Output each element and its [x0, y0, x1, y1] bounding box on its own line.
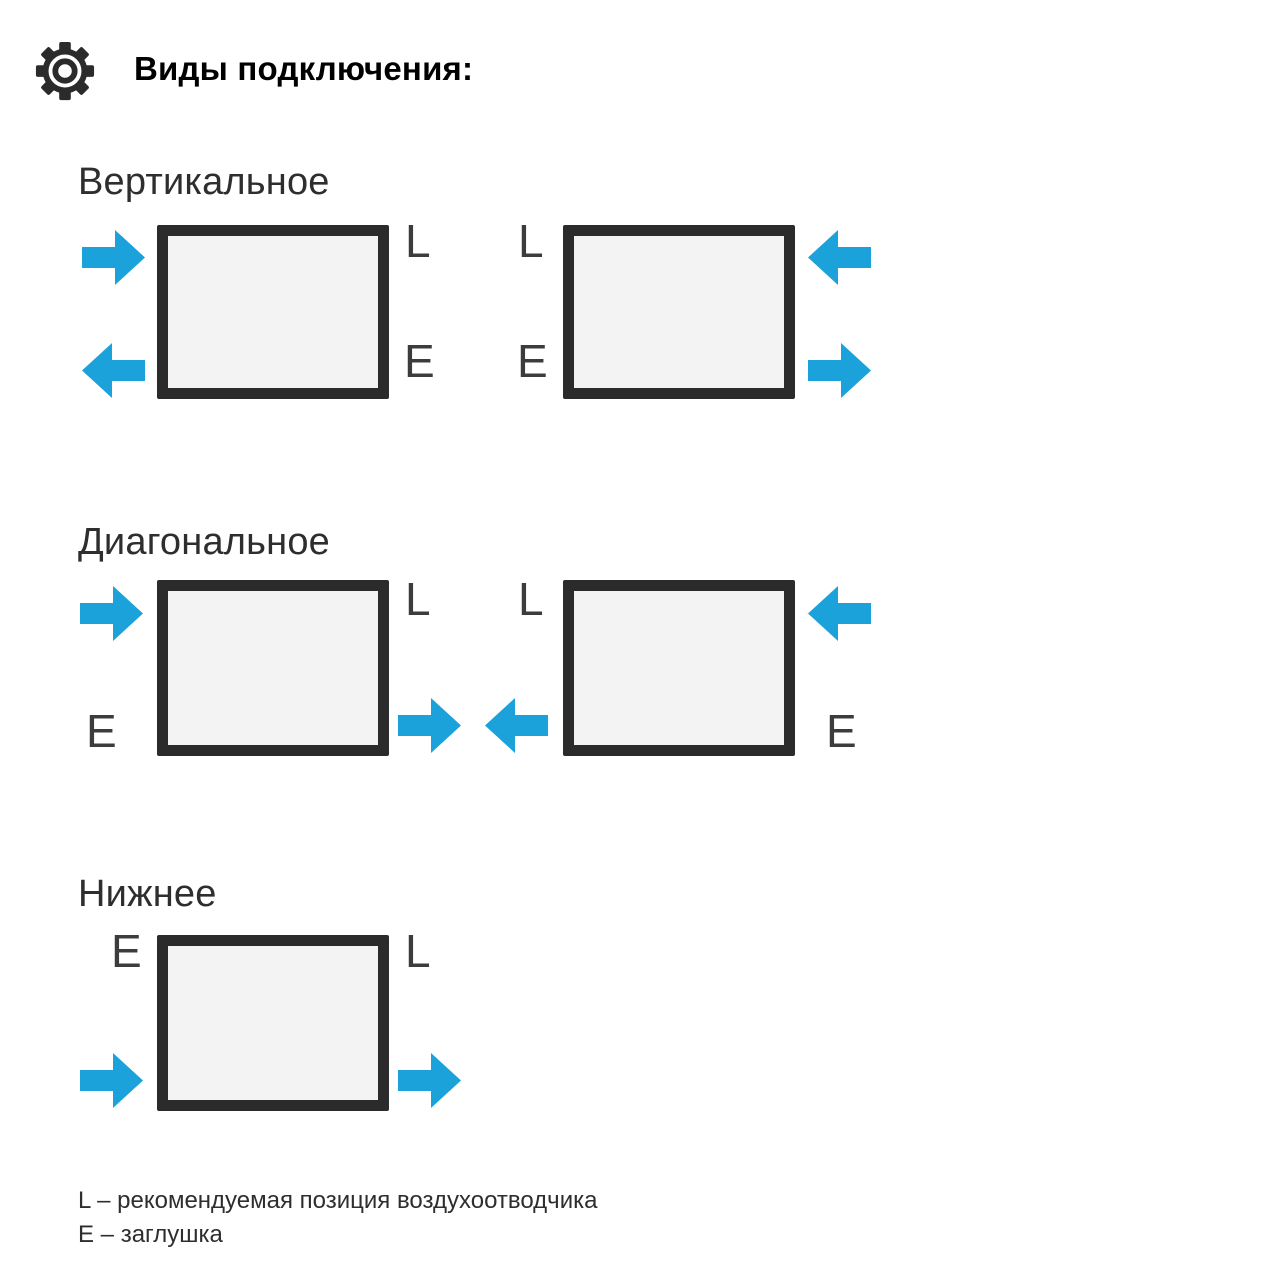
flow-arrow-right-icon — [82, 230, 145, 285]
flow-arrow-right-icon — [80, 586, 143, 641]
radiator-box — [157, 935, 389, 1111]
flow-arrow-left-icon — [808, 586, 871, 641]
port-label-l: L — [405, 925, 431, 977]
legend-line-l: L – рекомендуемая позиция воздухоотводчика — [78, 1187, 598, 1214]
port-label-l: L — [518, 573, 544, 625]
section-title-diagonal: Диагональное — [78, 521, 330, 563]
legend — [78, 1184, 597, 1252]
radiator-box — [157, 580, 389, 756]
port-label-e: E — [86, 705, 117, 757]
flow-arrow-left-icon — [808, 230, 871, 285]
port-label-e: E — [826, 705, 857, 757]
page-title: Виды подключения: — [134, 50, 474, 87]
port-label-e: E — [517, 335, 548, 387]
flow-arrow-right-icon — [398, 698, 461, 753]
flow-arrow-right-icon — [808, 343, 871, 398]
port-label-e: E — [111, 925, 142, 977]
port-label-e: E — [404, 335, 435, 387]
port-label-l: L — [405, 573, 431, 625]
legend-line-e: E – заглушка — [78, 1221, 223, 1248]
gear-icon — [34, 40, 96, 102]
radiator-box — [563, 225, 795, 399]
section-title-bottom: Нижнее — [78, 873, 217, 915]
flow-arrow-right-icon — [80, 1053, 143, 1108]
radiator-box — [563, 580, 795, 756]
radiator-box — [157, 225, 389, 399]
flow-arrow-right-icon — [398, 1053, 461, 1108]
flow-arrow-left-icon — [82, 343, 145, 398]
flow-arrow-left-icon — [485, 698, 548, 753]
port-label-l: L — [518, 215, 544, 267]
port-label-l: L — [405, 215, 431, 267]
section-title-vertical: Вертикальное — [78, 161, 330, 203]
